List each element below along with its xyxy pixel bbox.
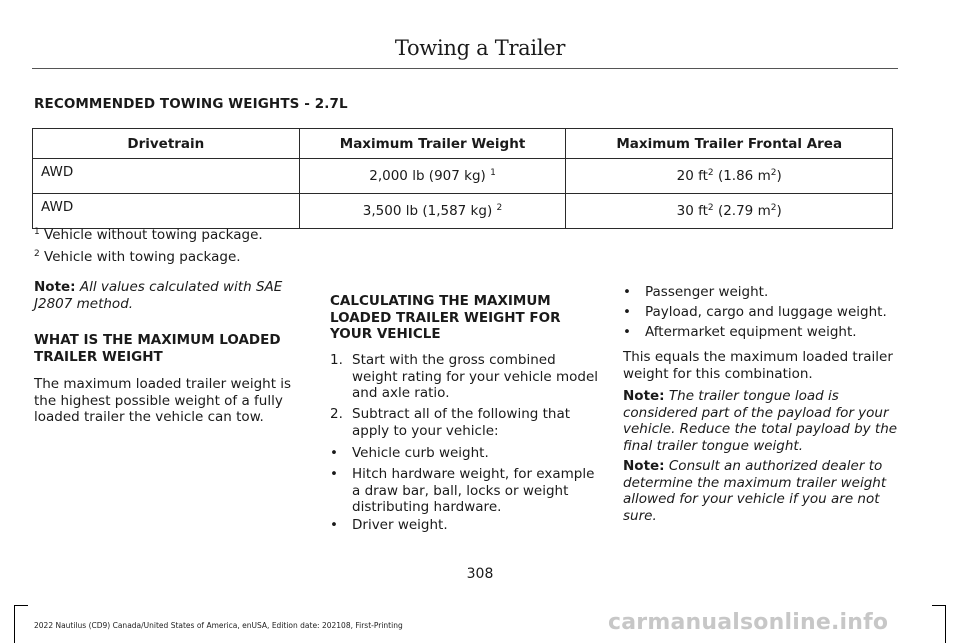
step-item [330, 406, 602, 439]
list-item [330, 517, 602, 534]
bullet: • [623, 304, 631, 320]
bullet: • [330, 517, 338, 533]
list-item [623, 324, 898, 341]
note-text: Consult an authorized dealer to determine the maximum trailer weight allowed for your vehicle if you are not sure. [623, 458, 887, 524]
exponent: 2 [707, 168, 714, 178]
crop-mark [932, 605, 946, 606]
area-m: (2.79 m [713, 203, 771, 219]
exponent: 2 [770, 168, 777, 178]
footnote-ref: 1 [490, 168, 496, 178]
table-row [33, 159, 893, 194]
step-number: 2. [330, 406, 343, 422]
exponent: 2 [707, 203, 714, 213]
list-item [623, 284, 898, 301]
table-cell-weight [299, 159, 566, 194]
bullet: • [623, 324, 631, 340]
crop-mark [945, 605, 946, 643]
step-item [330, 352, 602, 402]
list-item-text: Hitch hardware weight, for example a draw bar, ball, locks or weight distributing hardware. [352, 466, 595, 515]
footnote-text: Vehicle with towing package. [39, 249, 241, 265]
footnote [34, 227, 263, 243]
list-item [623, 304, 898, 321]
step-text: Start with the gross combined weight rating for your vehicle model and axle ratio. [352, 352, 598, 401]
area-close: ) [776, 168, 782, 184]
list-item-text: Payload, cargo and luggage weight. [645, 304, 887, 320]
subheading: WHAT IS THE MAXIMUM LOADED TRAILER WEIGHT [34, 332, 281, 365]
list-item-text: Vehicle curb weight. [352, 445, 489, 461]
list-item-text: Driver weight. [352, 517, 448, 533]
table-cell-area [566, 194, 893, 229]
table-header-cell: Drivetrain [33, 129, 300, 159]
table-cell-drivetrain: AWD [33, 159, 300, 194]
crop-mark [14, 605, 28, 606]
footnote-ref: 2 [496, 203, 503, 213]
table-header-cell: Maximum Trailer Frontal Area [566, 129, 893, 159]
note-label: Note: [34, 279, 76, 295]
list-item-text: Aftermarket equipment weight. [645, 324, 857, 340]
note-text: All values calculated with SAE J2807 method. [34, 279, 283, 312]
footnote [34, 249, 241, 265]
area-ft: 30 ft [676, 203, 708, 219]
bullet: • [330, 466, 338, 482]
list-item [330, 445, 602, 462]
paragraph: The maximum loaded trailer weight is the highest possible weight of a fully loaded trailer the vehicle can tow. [34, 376, 292, 425]
area-ft: 20 ft [676, 168, 708, 184]
step-text: Subtract all of the following that apply to your vehicle: [352, 406, 571, 439]
weight-value: 3,500 lb (1,587 kg) [362, 203, 493, 219]
note [34, 279, 296, 312]
table-header-row [33, 129, 893, 159]
table-header-cell: Maximum Trailer Weight [299, 129, 566, 159]
bullet: • [623, 284, 631, 300]
watermark: carmanualsonline.info [608, 610, 889, 635]
footer-edition-info: 2022 Nautilus (CD9) Canada/United States of America, enUSA, Edition date: 202108, First-Printing [34, 621, 403, 630]
bullet: • [330, 445, 338, 461]
list-item-text: Passenger weight. [645, 284, 769, 300]
title-divider [32, 68, 898, 69]
area-m: (1.86 m [713, 168, 771, 184]
footnote-text: Vehicle without towing package. [39, 227, 263, 243]
footnote-number: 1 [34, 227, 40, 237]
table-row [33, 194, 893, 229]
step-number: 1. [330, 352, 343, 368]
weight-value: 2,000 lb (907 kg) [369, 168, 486, 184]
note [623, 458, 898, 524]
towing-weights-table [32, 128, 893, 229]
note-text: The trailer tongue load is considered part of the payload for your vehicle. Reduce the total payload by the final trailer tongue weight. [623, 388, 898, 454]
note-label: Note: [623, 388, 665, 404]
note-label: Note: [623, 458, 665, 474]
area-close: ) [776, 203, 782, 219]
section-heading: RECOMMENDED TOWING WEIGHTS - 2.7L [34, 96, 348, 112]
table-cell-area [566, 159, 893, 194]
list-item [330, 466, 602, 516]
page-title: Towing a Trailer [394, 36, 566, 60]
footnote-number: 2 [34, 249, 40, 259]
paragraph: This equals the maximum loaded trailer weight for this combination. [623, 349, 893, 382]
note [623, 388, 898, 454]
exponent: 2 [770, 203, 777, 213]
table-cell-weight [299, 194, 566, 229]
crop-mark [14, 605, 15, 643]
page-number: 308 [466, 566, 494, 582]
table-cell-drivetrain: AWD [33, 194, 300, 229]
subheading: CALCULATING THE MAXIMUM LOADED TRAILER WEIGHT FOR YOUR VEHICLE [330, 293, 561, 342]
